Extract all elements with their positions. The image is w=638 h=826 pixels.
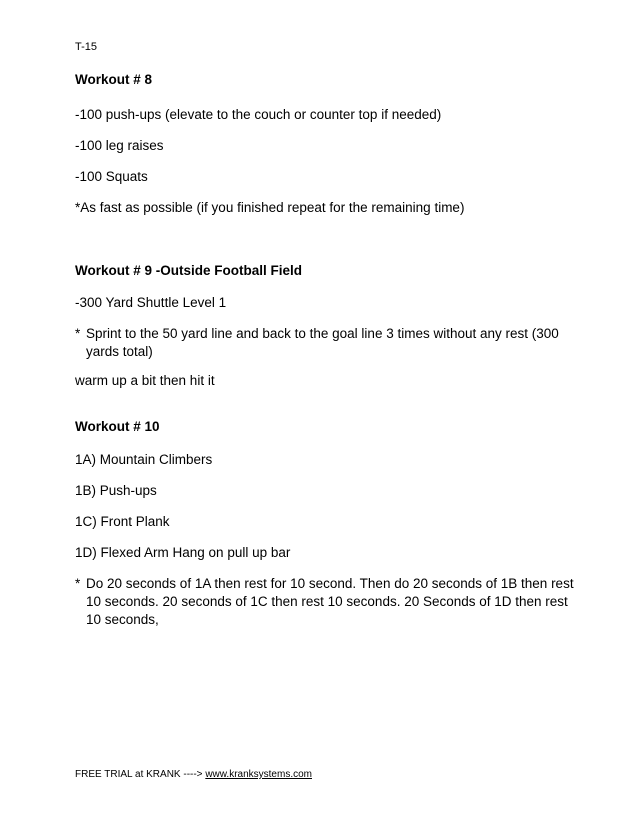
bullet-mark: * [75, 576, 81, 591]
page-code: T-15 [75, 41, 98, 53]
workout-8-item-3: -100 Squats [75, 169, 148, 184]
bullet-mark: * [75, 326, 81, 341]
workout-10-item-1b: 1B) Push-ups [75, 483, 157, 498]
workout-9-note: warm up a bit then hit it [75, 373, 215, 388]
workout-8-item-1: -100 push-ups (elevate to the couch or counter top if needed) [75, 107, 442, 122]
workout-10-item-1d: 1D) Flexed Arm Hang on pull up bar [75, 545, 291, 560]
workout-9-bullet [75, 325, 575, 361]
workout-8-note: *As fast as possible (if you finished repeat for the remaining time) [75, 200, 465, 215]
workout-10-item-1c: 1C) Front Plank [75, 514, 170, 529]
workout-9-item: -300 Yard Shuttle Level 1 [75, 295, 227, 310]
workout-8-item-2: -100 leg raises [75, 138, 164, 153]
workout-10-bullet-text: Do 20 seconds of 1A then rest for 10 second. Then do 20 seconds of 1B then rest 10 seconds. 20 seconds of 1C then rest 10 seconds. 20 Seconds of 1D then rest 10 seconds, [86, 576, 574, 627]
footer-prefix: FREE TRIAL at KRANK ----> [75, 769, 206, 780]
workout-9-bullet-text: Sprint to the 50 yard line and back to the goal line 3 times without any rest (300 yards total) [86, 326, 559, 359]
workout-9-title: Workout # 9 -Outside Football Field [75, 263, 303, 278]
workout-10-title: Workout # 10 [75, 419, 160, 434]
footer-link[interactable]: www.kranksystems.com [205, 769, 312, 780]
workout-10-item-1a: 1A) Mountain Climbers [75, 452, 213, 467]
footer [75, 768, 312, 782]
workout-8-title: Workout # 8 [75, 72, 153, 87]
workout-10-bullet [75, 575, 575, 629]
